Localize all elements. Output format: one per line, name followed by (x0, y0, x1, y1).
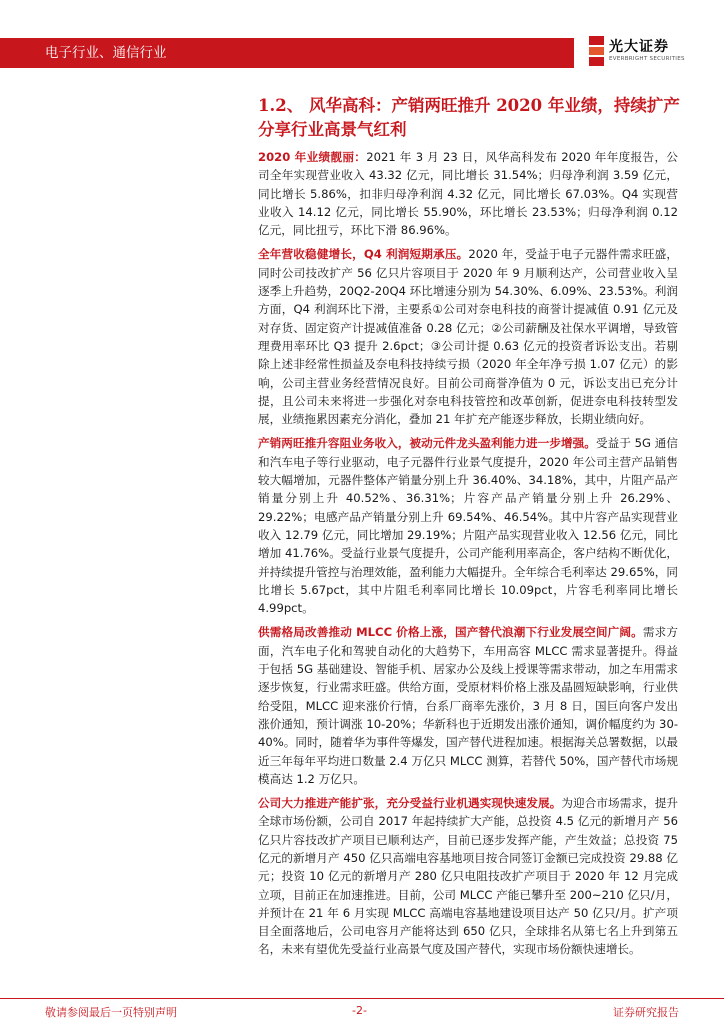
paragraph-capacity (258, 794, 678, 959)
paragraph-lead: 全年营收稳健增长，Q4 利润短期承压。 (258, 247, 469, 262)
footer-doc-type: 证券研究报告 (613, 1006, 679, 1019)
paragraph-production (258, 434, 678, 617)
paragraph-lead: 产销两旺推升容阻业务收入，被动元件龙头盈利能力进一步增强。 (258, 436, 596, 451)
paragraph-performance (258, 148, 678, 239)
paragraph-lead: 公司大力推进产能扩张，充分受益行业机遇实现快速发展。 (258, 796, 562, 811)
logo-name-cn: 光大证券 (609, 39, 669, 55)
footer-disclaimer: 敬请参阅最后一页特别声明 (45, 1006, 177, 1019)
section-title: 1.2、 风华高科：产销两旺推升 2020 年业绩，持续扩产分享行业高景气红利 (258, 96, 680, 139)
header-category: 电子行业、通信行业 (45, 45, 167, 61)
paragraph-text: 2020 年，受益于电子元器件需求旺盛，同时公司技改扩产 56 亿只片容项目于 2020 年 9 月顺利达产，公司营业收入呈逐季上升趋势，20Q2-20Q4 环比增速分别为 54.30%、6.09%、23.53%。利润方面，Q4 利润环比下滑，主要系①公司对奈电科技的商誉计提减值 0.91 亿元及对存货、固定资产计提减值准备 0.28 亿元；②公司薪酬及社保水平调增，导致管理费用率环比 Q3 提升 2.6pct；③公司计提 0.63 亿元的投资者诉讼支出。若剔除上述非经常性损益及奈电科技持续亏损（2020 年全年净亏损 1.07 亿元）的影响，公司主营业务经营情况良好。目前公司商誉净值为 0 元，诉讼支出已充分计提，且公司未来将进一步强化对奈电科技管控和改革创新，促进奈电科技转型发展，业绩拖累因素充分消化，叠加 21 年扩充产能逐步释放，长期业绩向好。 (258, 247, 678, 427)
paragraph-text: 受益于 5G 通信和汽车电子等行业驱动，电子元器件行业景气度提升，2020 年公司主营产品销售较大幅增加，元器件整体产销量分别上升 36.40%、34.18%，其中，片阻产品产销量分别上升 40.52%、36.31%；片容产品产销量分别上升 26.29%、29.22%；电感产品产销量分别上升 69.54%、46.54%。其中片容产品实现营业收入 12.79 亿元，同比增加 29.19%；片阻产品实现营业收入 12.56 亿元，同比增加 41.76%。受益行业景气度提升，公司产能利用率高企，客户结构不断优化，并持续提升管控与治理效能，盈利能力大幅提升。全年综合毛利率达 29.65%，同比增长 5.67pct，其中片阻毛利率同比增长 10.09pct，片容毛利率同比增长 4.99pct。 (258, 436, 678, 616)
page-number: -2- (352, 1004, 367, 1017)
everbright-logo-icon (589, 36, 604, 66)
header-category-bar (0, 38, 574, 68)
paragraph-lead: 2020 年业绩靓丽： (258, 150, 367, 164)
paragraph-text: 2021 年 3 月 23 日，风华高科发布 2020 年年度报告，公司全年实现营业收入 43.32 亿元，同比增长 31.54%；归母净利润 3.59 亿元，同比增长 5.86%，扣非归母净利润 4.32 亿元，同比增长 67.03%。Q4 实现营业收入 14.12 亿元，同比增长 55.90%，环比增长 23.53%；归母净利润 0.12 亿元，同比扭亏，环比下滑 86.96%。 (258, 150, 678, 238)
report-body (258, 148, 678, 965)
brand-logo (589, 34, 709, 70)
logo-name-en: EVERBRIGHT SECURITIES (609, 56, 685, 62)
footer-divider (0, 998, 724, 999)
paragraph-text: 为迎合市场需求，提升全球市场份额，公司自 2017 年起持续扩大产能，总投资 4.5 亿元的新增月产 56 亿只片容技改扩产项目已顺利达产，目前已逐步发挥产能，产生效益；总投资 75 亿元的新增月产 450 亿只高端电容基地项目按合同签订金额已完成投资 29.88 亿元；投资 10 亿元的新增月产 280 亿只电阻技改扩产项目于 2020 年 12 月完成立项，目前正在加速推进。目前，公司 MLCC 产能已攀升至 200~210 亿只/月，并预计在 21 年 6 月实现 MLCC 高端电容基地建设项目达产 50 亿只/月。扩产项目全面落地后，公司电容月产能将达到 650 亿只，全球排名从第七名上升到第五名，未来有望优先受益行业高景气度及国产替代，实现市场份额快速增长。 (258, 796, 678, 957)
paragraph-mlcc (258, 623, 678, 788)
paragraph-lead: 供需格局改善推动 MLCC 价格上涨，国产替代浪潮下行业发展空间广阔。 (258, 625, 643, 640)
paragraph-text: 需求方面，汽车电子化和驾驶自动化的大趋势下，车用高容 MLCC 需求显著提升。得益于包括 5G 基础建设、智能手机、居家办公及线上授课等需求带动，加之车用需求逐步恢复，行业需求旺盛。供给方面，受原材料价格上涨及晶圆短缺影响，行业供给受阻，MLCC 迎来涨价行情，台系厂商率先涨价，3 月 8 日，国巨向客户发出涨价通知，预计调涨 10-20%；华新科也于近期发出涨价通知，调价幅度约为 30-40%。同时，随着华为事件等爆发，国产替代进程加速。根据海关总署数据，以最近三年每年平均进口数量 2.4 万亿只 MLCC 测算，若替代 50%，国产替代市场规模高达 1.2 万亿只。 (258, 625, 678, 786)
paragraph-revenue (258, 245, 678, 428)
